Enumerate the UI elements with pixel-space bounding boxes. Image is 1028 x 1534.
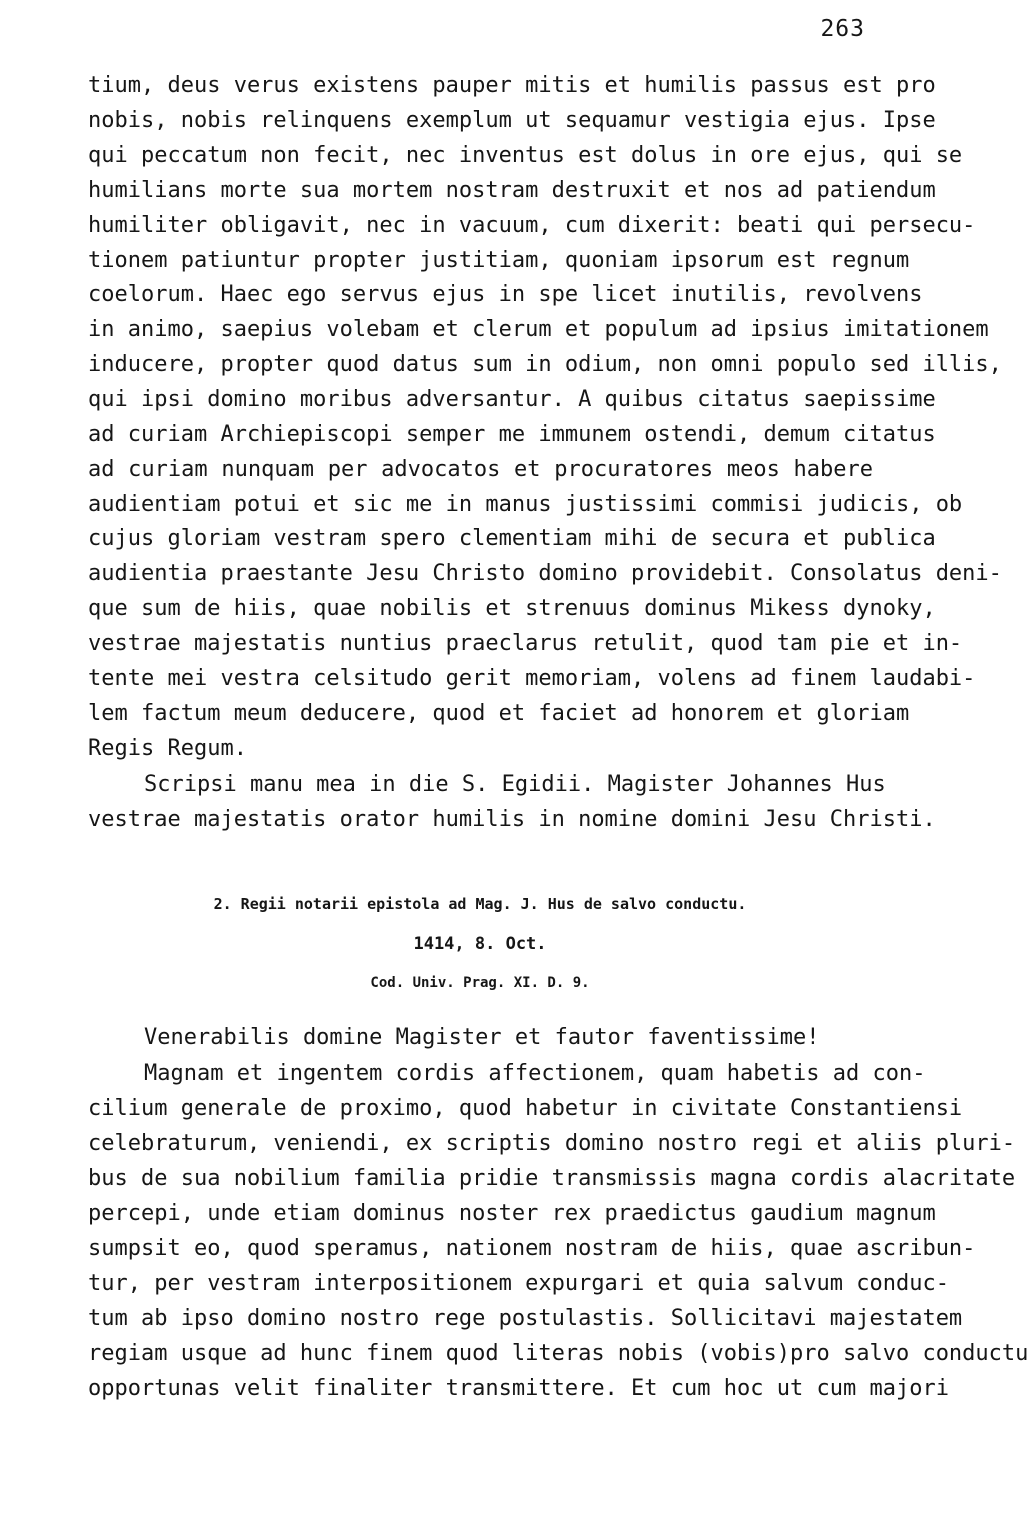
text-line: humiliter obligavit, nec in vacuum, cum dixerit: beati qui persecu- — [88, 213, 976, 238]
salutation: Venerabilis domine Magister et fautor faventissime! — [144, 1025, 820, 1050]
text-line: opportunas velit finaliter transmittere. Et cum hoc ut cum majori — [88, 1376, 949, 1401]
text-line: qui peccatum non fecit, nec inventus est dolus in ore ejus, qui se — [88, 143, 963, 168]
text-line: tium, deus verus existens pauper mitis et humilis passus est pro — [88, 73, 936, 98]
text-line: tum ab ipso domino nostro rege postulastis. Sollicitavi majestatem — [88, 1306, 963, 1331]
text-line: humilians morte sua mortem nostram destruxit et nos ad patiendum — [88, 178, 936, 203]
page-number: 263 — [820, 16, 865, 42]
text-line: percepi, unde etiam dominus noster rex praedictus gaudium magnum — [88, 1201, 936, 1226]
text-line: audientia praestante Jesu Christo domino providebit. Consolatus deni- — [88, 561, 1002, 586]
text-line: audientiam potui et sic me in manus justissimi commisi judicis, ob — [88, 492, 963, 517]
text-line: sumpsit eo, quod speramus, nationem nostram de hiis, quae ascribun- — [88, 1236, 976, 1261]
text-line: celebraturum, veniendi, ex scriptis domino nostro regi et aliis pluri- — [88, 1131, 1016, 1156]
text-line: ad curiam Archiepiscopi semper me immunem ostendi, demum citatus — [88, 422, 936, 447]
text-line: tionem patiuntur propter justitiam, quoniam ipsorum est regnum — [88, 248, 910, 273]
text-line: cujus gloriam vestram spero clementiam mihi de secura et publica — [88, 526, 936, 551]
letter-date: 1414, 8. Oct. — [413, 934, 547, 954]
text-line: vestrae majestatis nuntius praeclarus retulit, quod tam pie et in- — [88, 631, 963, 656]
letter-source: Cod. Univ. Prag. XI. D. 9. — [370, 975, 590, 991]
text-line: Magnam et ingentem cordis affectionem, quam habetis ad con- — [144, 1061, 926, 1086]
text-line: regiam usque ad hunc finem quod literas nobis (vobis)pro salvo conductu — [88, 1341, 1028, 1366]
text-line: que sum de hiis, quae nobilis et strenuus dominus Mikess dynoky, — [88, 596, 936, 621]
text-line: coelorum. Haec ego servus ejus in spe licet inutilis, revolvens — [88, 282, 923, 307]
text-line: bus de sua nobilium familia pridie transmissis magna cordis alacritate — [88, 1166, 1016, 1191]
text-line: tur, per vestram interpositionem expurgari et quia salvum conduc- — [88, 1271, 949, 1296]
text-line: Regis Regum. — [88, 736, 247, 761]
closing-line: vestrae majestatis orator humilis in nomine domini Jesu Christi. — [88, 807, 936, 832]
text-line: lem factum meum deducere, quod et faciet ad honorem et gloriam — [88, 701, 910, 726]
text-line: ad curiam nunquam per advocatos et procuratores meos habere — [88, 457, 873, 482]
text-line: tente mei vestra celsitudo gerit memoriam, volens ad finem laudabi- — [88, 666, 976, 691]
text-line: in animo, saepius volebam et clerum et populum ad ipsius imitationem — [88, 317, 989, 342]
text-line: qui ipsi domino moribus adversantur. A quibus citatus saepissime — [88, 387, 936, 412]
text-line: inducere, propter quod datus sum in odium, non omni populo sed illis, — [88, 352, 1002, 377]
text-line: cilium generale de proximo, quod habetur in civitate Constantiensi — [88, 1096, 963, 1121]
text-line: nobis, nobis relinquens exemplum ut sequamur vestigia ejus. Ipse — [88, 108, 936, 133]
letter-title: 2. Regii notarii epistola ad Mag. J. Hus de salvo conductu. — [213, 895, 747, 913]
closing-line: Scripsi manu mea in die S. Egidii. Magister Johannes Hus — [144, 772, 886, 797]
